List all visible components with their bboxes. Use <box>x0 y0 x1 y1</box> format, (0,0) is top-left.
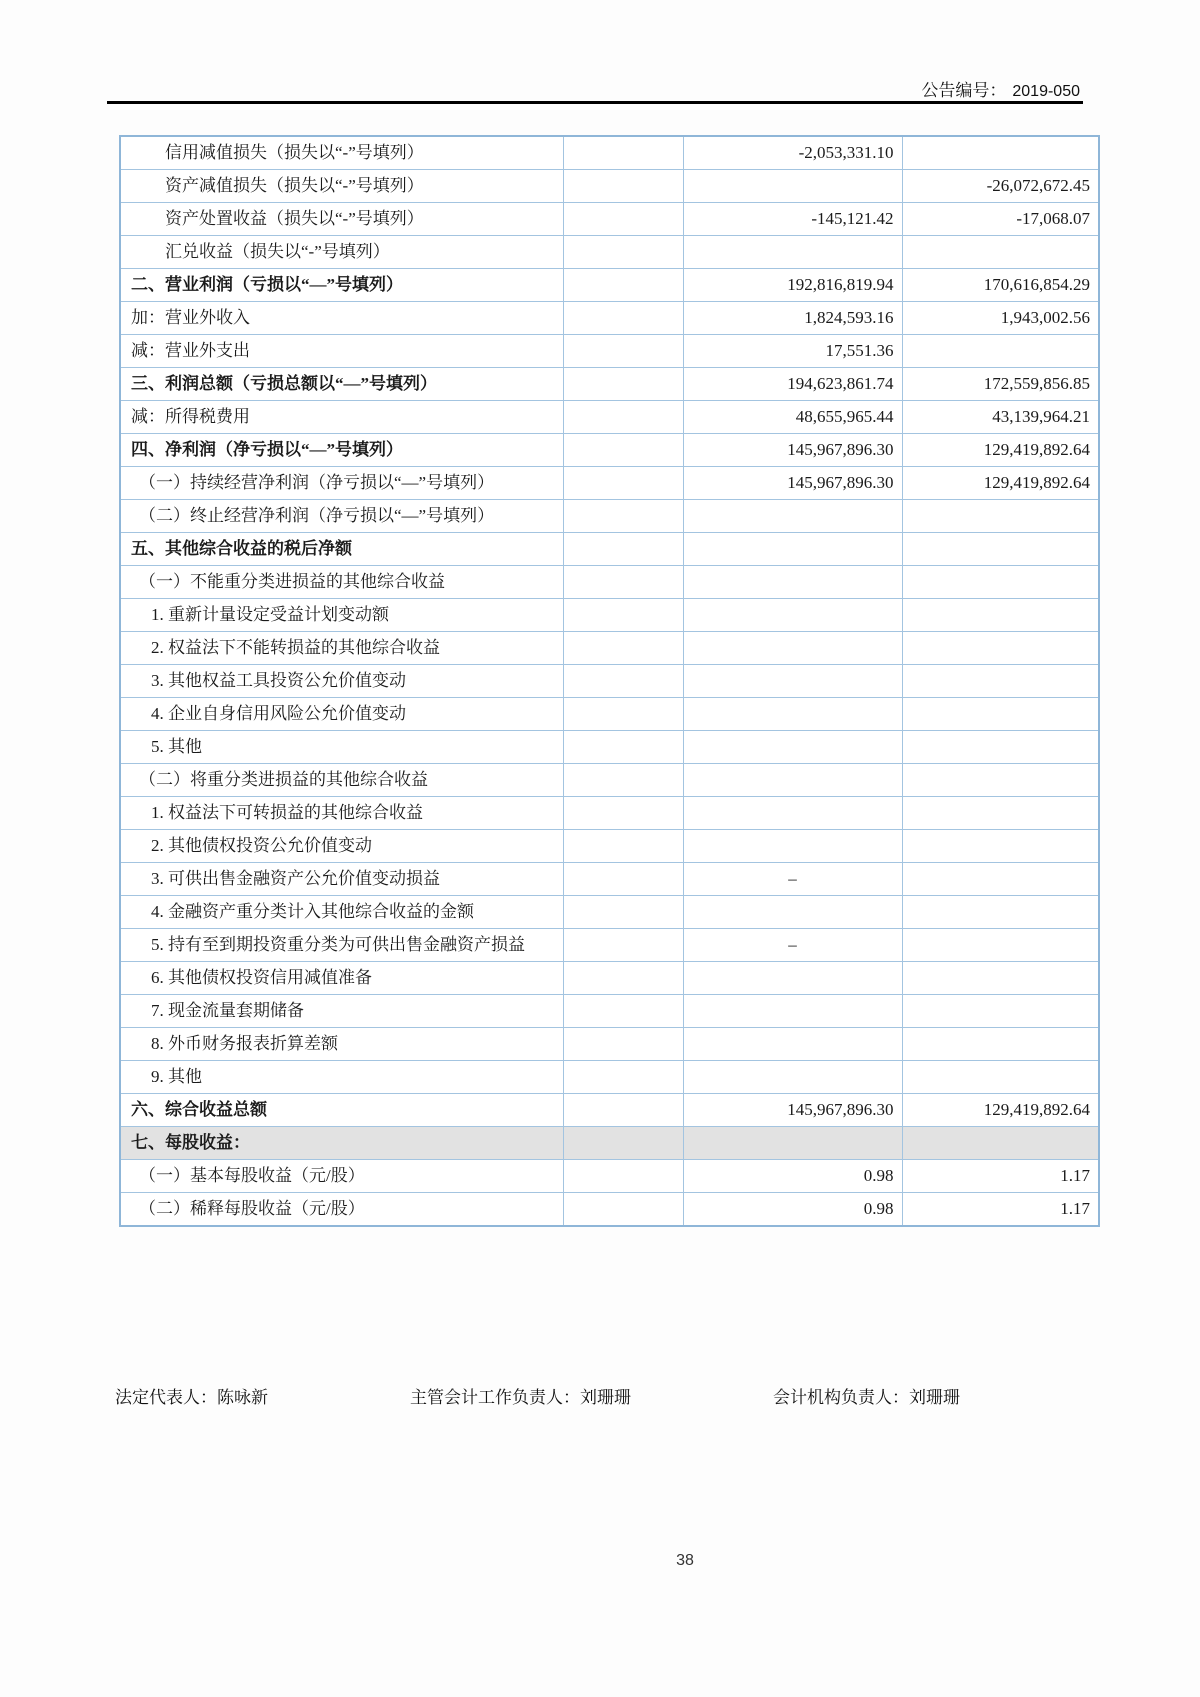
prior-period-value-cell: 172,559,856.85 <box>902 368 1099 401</box>
item-label-cell: （一）基本每股收益（元/股） <box>120 1160 563 1193</box>
prior-period-value-cell <box>902 995 1099 1028</box>
prior-period-value-cell <box>902 1028 1099 1061</box>
note-cell <box>563 467 683 500</box>
item-label-cell: （一）不能重分类进损益的其他综合收益 <box>120 566 563 599</box>
current-period-value-cell <box>683 500 902 533</box>
table-row <box>120 731 1099 764</box>
note-cell <box>563 500 683 533</box>
current-period-value-cell <box>683 797 902 830</box>
current-period-value-cell: 17,551.36 <box>683 335 902 368</box>
note-cell <box>563 731 683 764</box>
current-period-value-cell: 192,816,819.94 <box>683 269 902 302</box>
prior-period-value-cell: 129,419,892.64 <box>902 467 1099 500</box>
current-period-value-cell: 145,967,896.30 <box>683 467 902 500</box>
note-cell <box>563 929 683 962</box>
item-label-cell: 2. 其他债权投资公允价值变动 <box>120 830 563 863</box>
prior-period-value-cell <box>902 797 1099 830</box>
prior-period-value-cell: -26,072,672.45 <box>902 170 1099 203</box>
note-cell <box>563 698 683 731</box>
item-label-cell: 六、综合收益总额 <box>120 1094 563 1127</box>
note-cell <box>563 962 683 995</box>
current-period-value-cell <box>683 1127 902 1160</box>
note-cell <box>563 665 683 698</box>
current-period-value-cell <box>683 962 902 995</box>
prior-period-value-cell <box>902 665 1099 698</box>
table-row <box>120 698 1099 731</box>
prior-period-value-cell <box>902 1127 1099 1160</box>
table-row <box>120 929 1099 962</box>
note-cell <box>563 896 683 929</box>
note-cell <box>563 434 683 467</box>
prior-period-value-cell <box>902 962 1099 995</box>
item-label-cell: 3. 其他权益工具投资公允价值变动 <box>120 665 563 698</box>
table-row <box>120 896 1099 929</box>
income-statement-body <box>120 136 1099 1226</box>
note-cell <box>563 136 683 170</box>
table-row <box>120 1028 1099 1061</box>
item-label-cell: 五、其他综合收益的税后净额 <box>120 533 563 566</box>
prior-period-value-cell <box>902 236 1099 269</box>
note-cell <box>563 401 683 434</box>
note-cell <box>563 599 683 632</box>
current-period-value-cell <box>683 731 902 764</box>
note-cell <box>563 533 683 566</box>
prior-period-value-cell: 1.17 <box>902 1160 1099 1193</box>
prior-period-value-cell <box>902 335 1099 368</box>
prior-period-value-cell: 1,943,002.56 <box>902 302 1099 335</box>
current-period-value-cell: 48,655,965.44 <box>683 401 902 434</box>
current-period-value-cell <box>683 599 902 632</box>
note-cell <box>563 632 683 665</box>
item-label-cell: 4. 金融资产重分类计入其他综合收益的金额 <box>120 896 563 929</box>
current-period-value-cell: 0.98 <box>683 1193 902 1227</box>
item-label-cell: 三、利润总额（亏损总额以“—”号填列） <box>120 368 563 401</box>
prior-period-value-cell: 129,419,892.64 <box>902 1094 1099 1127</box>
item-label-cell: （二）稀释每股收益（元/股） <box>120 1193 563 1227</box>
table-row <box>120 665 1099 698</box>
note-cell <box>563 269 683 302</box>
note-cell <box>563 1094 683 1127</box>
table-row <box>120 1193 1099 1227</box>
note-cell <box>563 335 683 368</box>
table-row <box>120 467 1099 500</box>
table-row <box>120 566 1099 599</box>
item-label-cell: 8. 外币财务报表折算差额 <box>120 1028 563 1061</box>
note-cell <box>563 863 683 896</box>
prior-period-value-cell: 129,419,892.64 <box>902 434 1099 467</box>
current-period-value-cell <box>683 698 902 731</box>
legal-representative: 法定代表人：陈咏新 <box>115 1388 268 1407</box>
table-row <box>120 434 1099 467</box>
table-row <box>120 962 1099 995</box>
current-period-value-cell <box>683 533 902 566</box>
table-row <box>120 401 1099 434</box>
current-period-value-cell <box>683 632 902 665</box>
prior-period-value-cell <box>902 533 1099 566</box>
prior-period-value-cell <box>902 929 1099 962</box>
table-row <box>120 335 1099 368</box>
table-row <box>120 302 1099 335</box>
note-cell <box>563 302 683 335</box>
prior-period-value-cell <box>902 136 1099 170</box>
accounting-department-head: 会计机构负责人：刘珊珊 <box>773 1388 960 1407</box>
note-cell <box>563 566 683 599</box>
note-cell <box>563 1028 683 1061</box>
current-period-value-cell: 194,623,861.74 <box>683 368 902 401</box>
announcement-number-label: 公告编号： <box>921 81 1007 100</box>
announcement-number-value: 2019-050 <box>1012 83 1080 100</box>
table-row <box>120 170 1099 203</box>
item-label-cell: 资产减值损失（损失以“-”号填列） <box>120 170 563 203</box>
prior-period-value-cell <box>902 632 1099 665</box>
income-statement-table <box>119 135 1100 1227</box>
item-label-cell: 1. 重新计量设定受益计划变动额 <box>120 599 563 632</box>
item-label-cell: 汇兑收益（损失以“-”号填列） <box>120 236 563 269</box>
table-row <box>120 500 1099 533</box>
item-label-cell: 加：营业外收入 <box>120 302 563 335</box>
prior-period-value-cell: 170,616,854.29 <box>902 269 1099 302</box>
item-label-cell: 7. 现金流量套期储备 <box>120 995 563 1028</box>
signature-line <box>115 1383 960 1408</box>
current-period-value-cell: 145,967,896.30 <box>683 1094 902 1127</box>
prior-period-value-cell <box>902 698 1099 731</box>
current-period-value-cell <box>683 1028 902 1061</box>
item-label-cell: 2. 权益法下不能转损益的其他综合收益 <box>120 632 563 665</box>
item-label-cell: （二）将重分类进损益的其他综合收益 <box>120 764 563 797</box>
note-cell <box>563 170 683 203</box>
current-period-value-cell: 1,824,593.16 <box>683 302 902 335</box>
table-row <box>120 632 1099 665</box>
announcement-number <box>600 76 1080 101</box>
note-cell <box>563 830 683 863</box>
item-label-cell: 减：所得税费用 <box>120 401 563 434</box>
item-label-cell: 1. 权益法下可转损益的其他综合收益 <box>120 797 563 830</box>
current-period-value-cell: 145,967,896.30 <box>683 434 902 467</box>
header-divider <box>107 101 1083 104</box>
table-row <box>120 797 1099 830</box>
note-cell <box>563 1193 683 1227</box>
prior-period-value-cell <box>902 1061 1099 1094</box>
prior-period-value-cell: 1.17 <box>902 1193 1099 1227</box>
item-label-cell: 四、净利润（净亏损以“—”号填列） <box>120 434 563 467</box>
current-period-value-cell: 0.98 <box>683 1160 902 1193</box>
table-row <box>120 1160 1099 1193</box>
prior-period-value-cell <box>902 830 1099 863</box>
prior-period-value-cell <box>902 566 1099 599</box>
item-label-cell: 3. 可供出售金融资产公允价值变动损益 <box>120 863 563 896</box>
item-label-cell: 信用减值损失（损失以“-”号填列） <box>120 136 563 170</box>
item-label-cell: 5. 其他 <box>120 731 563 764</box>
current-period-value-cell <box>683 170 902 203</box>
prior-period-value-cell <box>902 599 1099 632</box>
table-row <box>120 236 1099 269</box>
current-period-value-cell <box>683 995 902 1028</box>
chief-accountant: 主管会计工作负责人：刘珊珊 <box>410 1388 631 1407</box>
table-row <box>120 1094 1099 1127</box>
item-label-cell: 6. 其他债权投资信用减值准备 <box>120 962 563 995</box>
note-cell <box>563 1061 683 1094</box>
note-cell <box>563 797 683 830</box>
table-row <box>120 599 1099 632</box>
item-label-cell: 七、每股收益： <box>120 1127 563 1160</box>
table-row <box>120 1061 1099 1094</box>
table-row <box>120 764 1099 797</box>
table-row <box>120 863 1099 896</box>
current-period-value-cell <box>683 764 902 797</box>
item-label-cell: 5. 持有至到期投资重分类为可供出售金融资产损益 <box>120 929 563 962</box>
note-cell <box>563 203 683 236</box>
prior-period-value-cell: 43,139,964.21 <box>902 401 1099 434</box>
note-cell <box>563 368 683 401</box>
current-period-value-cell <box>683 830 902 863</box>
item-label-cell: （一）持续经营净利润（净亏损以“—”号填列） <box>120 467 563 500</box>
note-cell <box>563 1160 683 1193</box>
current-period-value-cell <box>683 665 902 698</box>
table-row <box>120 136 1099 170</box>
table-row <box>120 203 1099 236</box>
note-cell <box>563 764 683 797</box>
note-cell <box>563 1127 683 1160</box>
current-period-value-cell <box>683 566 902 599</box>
table-row <box>120 830 1099 863</box>
item-label-cell: 9. 其他 <box>120 1061 563 1094</box>
prior-period-value-cell <box>902 764 1099 797</box>
table-row <box>120 1127 1099 1160</box>
item-label-cell: 减：营业外支出 <box>120 335 563 368</box>
prior-period-value-cell <box>902 896 1099 929</box>
current-period-value-cell: -2,053,331.10 <box>683 136 902 170</box>
note-cell <box>563 995 683 1028</box>
prior-period-value-cell <box>902 500 1099 533</box>
current-period-value-cell <box>683 1061 902 1094</box>
current-period-value-cell: – <box>683 863 902 896</box>
prior-period-value-cell <box>902 731 1099 764</box>
prior-period-value-cell: -17,068.07 <box>902 203 1099 236</box>
current-period-value-cell <box>683 236 902 269</box>
page-number: 38 <box>676 1552 694 1569</box>
current-period-value-cell: – <box>683 929 902 962</box>
item-label-cell: 4. 企业自身信用风险公允价值变动 <box>120 698 563 731</box>
table-row <box>120 269 1099 302</box>
current-period-value-cell <box>683 896 902 929</box>
item-label-cell: 资产处置收益（损失以“-”号填列） <box>120 203 563 236</box>
note-cell <box>563 236 683 269</box>
table-row <box>120 533 1099 566</box>
table-row <box>120 995 1099 1028</box>
prior-period-value-cell <box>902 863 1099 896</box>
item-label-cell: 二、营业利润（亏损以“—”号填列） <box>120 269 563 302</box>
item-label-cell: （二）终止经营净利润（净亏损以“—”号填列） <box>120 500 563 533</box>
table-row <box>120 368 1099 401</box>
current-period-value-cell: -145,121.42 <box>683 203 902 236</box>
